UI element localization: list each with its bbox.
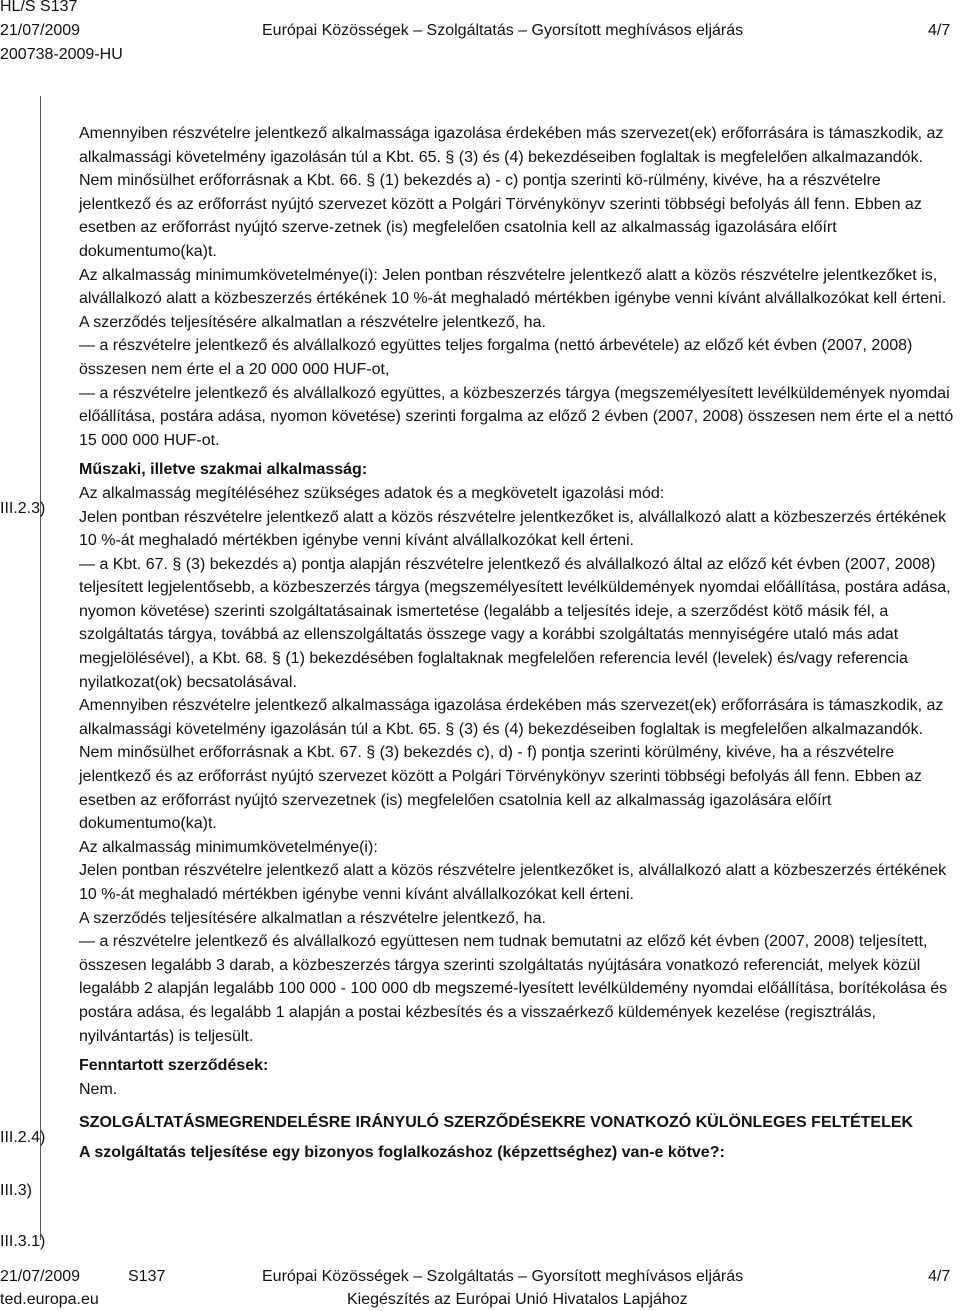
list-item: — a részvételre jelentkező és alvállalkozó együttes, a közbeszerzés tárgya (megszemélyesített levélküldemények nyomdai előállítása, postára adása, nyomon követése) szerinti forgalma az előző 2 évben (2007, 2008) összesen nem érte el a nettó 15 000 000 HUF-ot. [79, 384, 954, 449]
paragraph: Jelen pontban részvételre jelentkező alatt a közös részvételre jelentkezőket is, alvállalkozó alatt a közbeszerzés értékének 10 %-át meghaladó mértékben igénybe venni kívánt alvállalkozókat kell érteni. [79, 508, 947, 550]
paragraph: A szerződés teljesítésére alkalmatlan a részvételre jelentkező, ha. [79, 909, 546, 927]
section-heading: SZOLGÁLTATÁSMEGRENDELÉSRE IRÁNYULÓ SZERZŐDÉSEKRE VONATKOZÓ KÜLÖNLEGES FELTÉTELEK [79, 1114, 914, 1132]
footer-date: 21/07/2009 [0, 1268, 81, 1285]
list-item: — a Kbt. 67. § (3) bekezdés a) pontja alapján részvételre jelentkező és alvállalkozó által az előző két évben (2007, 2008) teljesített legjelentősebb, a közbeszerzés tárgya (megszemélyesített levélküldemények nyomdai előállítása, postára adása, nyomon követése) szerinti szolgáltatásainak ismertetése (legalább a teljesítés ideje, a szerződést kötő másik fél, a szolgáltatás tárgya, továbbá az ellenszolgáltatás összege vagy a korábbi szolgáltatás mennyiségére utaló más adat megjelölésével), a Kbt. 68. § (1) bekezdésében foglaltaknak megfelelően referencia levél (levelek) és/vagy referencia nyilatkozat(ok) becsatolásával. [79, 555, 951, 691]
footer-site-link[interactable]: ted.europa.eu [0, 1291, 99, 1308]
paragraph: Az alkalmasság megítéléséhez szükséges adatok és a megkövetelt igazolási mód: [79, 484, 665, 502]
paragraph: Amennyiben részvételre jelentkező alkalmassága igazolása érdekében más szervezet(ek) erőforrására is támaszkodik, az alkalmassági követelmény igazolásán túl a Kbt. 65. § (3) és (4) bekezdéseiben foglaltak is megfelelően alkalmazandók. Nem minősülhet erőforrásnak a Kbt. 66. § (1) bekezdés a) - c) pontja szerinti kö-rülmény, kivéve, ha a részvételre jelentkező és az erőforrást nyújtó szervezet között a Polgári Törvénykönyv szerinti többségi befolyás áll fenn. Ebben az esetben az erőforrást nyújtó szerve-zetnek (is) megfelelően csatolnia kell az alkalmasság igazolására előírt dokumentumo(ka)t. [79, 125, 944, 260]
section-number: III.3.1) [0, 1233, 46, 1250]
section-number: III.2.3) [0, 500, 46, 517]
document-body [79, 122, 955, 1165]
margin-rule [40, 96, 41, 1240]
list-item: — a részvételre jelentkező és alvállalkozó együttes teljes forgalma (nettó árbevétele) az előző két évben (2007, 2008) összesen nem érte el a 20 000 000 HUF-ot, [79, 337, 913, 378]
section-number: III.2.4) [0, 1129, 46, 1146]
header-title: Európai Közösségek – Szolgáltatás – Gyorsított meghívásos eljárás [262, 22, 744, 39]
header-page-number: 4/7 [928, 22, 951, 39]
footer-page-number: 4/7 [928, 1268, 951, 1285]
section-heading: Fenntartott szerződések: [79, 1057, 269, 1075]
paragraph: Az alkalmasság minimumkövetelménye(i): [79, 838, 378, 856]
header-ojs-code: HL/S S137 [0, 0, 78, 15]
footer-code: S137 [128, 1268, 166, 1285]
footer-publisher: Kiegészítés az Európai Unió Hivatalos Lapjához [347, 1291, 688, 1308]
footer-title: Európai Közösségek – Szolgáltatás – Gyorsított meghívásos eljárás [262, 1268, 744, 1285]
header-reference: 200738-2009-HU [0, 46, 123, 63]
section-heading: Műszaki, illetve szakmai alkalmasság: [79, 461, 368, 479]
paragraph: Jelen pontban részvételre jelentkező alatt a közös részvételre jelentkezőket is, alvállalkozó alatt a közbeszerzés értékének 10 %-át meghaladó mértékben igénybe venni kívánt alvállalkozókat kell érteni. [79, 862, 947, 903]
paragraph: Nem. [79, 1080, 118, 1098]
section-heading: A szolgáltatás teljesítése egy bizonyos foglalkozáshoz (képzettséghez) van-e kötve?: [79, 1143, 725, 1161]
list-item: — a részvételre jelentkező és alvállalkozó együttesen nem tudnak bemutatni az előző két évben (2007, 2008) teljesített, összesen legalább 3 darab, a közbeszerzés tárgya szerinti szolgáltatás nyújtására vonatkozó referenciát, melyek közül legalább 2 alapján legalább 100 000 - 100 000 db megszemé-lyesített levélküldemény nyomdai előállítása, borítékolása és postára adása, és legalább 1 alapján a postai kézbesítés és a visszaérkező küldemények kezelése (regisztrálás, nyilvántartás) is teljesült. [79, 933, 948, 1045]
paragraph: Az alkalmasság minimumkövetelménye(i): Jelen pontban részvételre jelentkező alatt a közös részvételre jelentkezőket is, alvállalkozó alatt a közbeszerzés értékének 10 %-át meghaladó mértékben igénybe venni kívánt alvállalkozókat kell érteni. [79, 266, 947, 308]
paragraph: Amennyiben részvételre jelentkező alkalmassága igazolása érdekében más szervezet(ek) erőforrására is támaszkodik, az alkalmassági követelmény igazolásán túl a Kbt. 65. § (3) és (4) bekezdéseiben foglaltak is megfelelően alkalmazandók. Nem minősülhet erőforrásnak a Kbt. 67. § (3) bekezdés c), d) - f) pontja szerinti körülmény, kivéve, ha a részvételre jelentkező és az erőforrást nyújtó szervezet között a Polgári Törvénykönyv szerinti többségi befolyás áll fenn. Ebben az esetben az erőforrást nyújtó szervezetnek (is) megfelelően csatolnia kell az alkalmasság igazolására előírt dokumentumo(ka)t. [79, 697, 944, 833]
section-number: III.3) [0, 1182, 33, 1199]
header-date: 21/07/2009 [0, 22, 81, 39]
paragraph: A szerződés teljesítésére alkalmatlan a részvételre jelentkező, ha. [79, 313, 546, 331]
